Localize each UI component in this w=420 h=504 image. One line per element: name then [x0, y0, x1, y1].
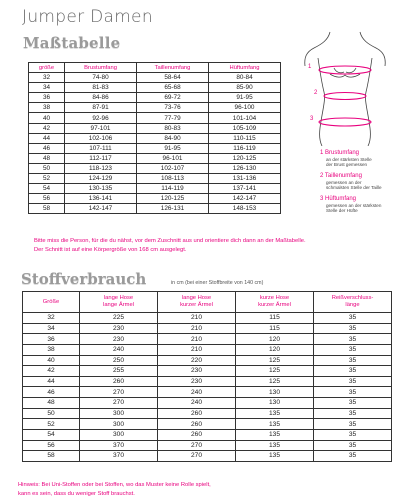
- table-cell: 35: [314, 451, 392, 462]
- table-row: [29, 93, 281, 103]
- table-row: [23, 376, 392, 387]
- table-cell: 108-113: [137, 174, 209, 184]
- size-table-note: [34, 237, 306, 254]
- legend-title: 1 Brustumfang: [320, 150, 360, 156]
- table-cell: 69-72: [137, 93, 209, 103]
- table-cell: 81-83: [65, 83, 137, 93]
- size-table: [28, 62, 281, 214]
- table-cell: 54: [29, 184, 65, 194]
- size-table-col-header: Brustumfang: [65, 63, 137, 73]
- table-cell: 230: [80, 323, 158, 334]
- table-cell: 118-123: [65, 163, 137, 173]
- size-table-col-header: Hüftumfang: [209, 63, 281, 73]
- size-table-header-row: [29, 63, 281, 73]
- table-cell: 73-76: [137, 103, 209, 113]
- table-row: [29, 153, 281, 163]
- table-row: [29, 204, 281, 214]
- table-cell: 38: [23, 344, 80, 355]
- table-cell: 35: [314, 323, 392, 334]
- table-cell: 40: [29, 113, 65, 123]
- table-cell: 270: [158, 440, 236, 451]
- table-cell: 84-90: [137, 133, 209, 143]
- table-cell: 270: [158, 451, 236, 462]
- legend-item-bust: [320, 150, 372, 167]
- table-cell: 112-117: [65, 153, 137, 163]
- table-cell: 120: [236, 344, 314, 355]
- size-table-col-header: Taillenumfang: [137, 63, 209, 73]
- table-row: [29, 73, 281, 83]
- table-cell: 116-119: [209, 143, 281, 153]
- table-cell: 126-130: [209, 163, 281, 173]
- table-cell: 42: [29, 123, 65, 133]
- table-cell: 80-84: [209, 73, 281, 83]
- table-row: [23, 429, 392, 440]
- fabric-note-line-2: kann es sein, dass du weniger Stoff brauchst.: [18, 491, 135, 497]
- table-cell: 32: [29, 73, 65, 83]
- table-row: [29, 184, 281, 194]
- fabric-note-line-1: Hinweis: Bei Uni-Stoffen oder bei Stoffen, wo das Muster keine Rolle spielt,: [18, 482, 211, 488]
- table-cell: 135: [236, 440, 314, 451]
- col-header-line: kurze Hose: [259, 295, 290, 301]
- table-cell: 225: [80, 313, 158, 324]
- table-cell: 230: [158, 376, 236, 387]
- table-cell: 50: [23, 408, 80, 419]
- table-cell: 115: [236, 323, 314, 334]
- table-cell: 35: [314, 313, 392, 324]
- table-row: [23, 355, 392, 366]
- table-row: [29, 83, 281, 93]
- table-cell: 97-101: [65, 123, 137, 133]
- table-cell: 114-119: [137, 184, 209, 194]
- table-cell: 300: [80, 419, 158, 430]
- marker-2: 2: [314, 90, 318, 96]
- fabric-table-col-header: [314, 292, 392, 313]
- table-cell: 105-109: [209, 123, 281, 133]
- table-row: [29, 194, 281, 204]
- table-cell: 300: [80, 408, 158, 419]
- table-cell: 40: [23, 355, 80, 366]
- fabric-table-note: [18, 481, 211, 499]
- table-cell: 210: [158, 344, 236, 355]
- table-cell: 270: [80, 387, 158, 398]
- col-header-line: kurzer Ärmel: [180, 302, 213, 308]
- table-cell: 210: [158, 334, 236, 345]
- table-row: [23, 398, 392, 409]
- legend-title: 3 Hüftumfang: [320, 196, 357, 202]
- col-header-line: lange Ärmel: [103, 302, 134, 308]
- table-cell: 42: [23, 366, 80, 377]
- col-header-line: länge: [345, 302, 360, 308]
- table-cell: 240: [158, 398, 236, 409]
- table-cell: 120: [236, 334, 314, 345]
- table-cell: 52: [23, 419, 80, 430]
- table-cell: 136-141: [65, 194, 137, 204]
- legend-desc: gemessen an der stärksten: [326, 203, 382, 208]
- legend-title: 2 Taillenumfang: [320, 173, 362, 179]
- table-cell: 260: [158, 408, 236, 419]
- table-cell: 32: [23, 313, 80, 324]
- table-cell: 58: [23, 451, 80, 462]
- table-cell: 107-111: [65, 143, 137, 153]
- table-cell: 142-147: [209, 194, 281, 204]
- table-cell: 260: [158, 419, 236, 430]
- table-row: [29, 163, 281, 173]
- fabric-table-subheading: in cm (bei einer Stoffbreite von 140 cm): [171, 280, 264, 286]
- table-cell: 52: [29, 174, 65, 184]
- marker-3: 3: [310, 116, 314, 122]
- table-cell: 48: [29, 153, 65, 163]
- table-cell: 84-86: [65, 93, 137, 103]
- table-cell: 48: [23, 398, 80, 409]
- table-row: [29, 143, 281, 153]
- table-cell: 35: [314, 408, 392, 419]
- fabric-table-header-row: [23, 292, 392, 313]
- table-cell: 255: [80, 366, 158, 377]
- table-cell: 58: [29, 204, 65, 214]
- table-cell: 58-64: [137, 73, 209, 83]
- legend-item-hip: [320, 196, 381, 213]
- table-cell: 35: [314, 366, 392, 377]
- col-header-line: Größe: [42, 298, 60, 305]
- table-cell: 135: [236, 408, 314, 419]
- table-cell: 35: [314, 429, 392, 440]
- table-cell: 220: [158, 355, 236, 366]
- table-cell: 210: [158, 323, 236, 334]
- table-cell: 210: [158, 313, 236, 324]
- table-cell: 35: [314, 440, 392, 451]
- table-cell: 36: [23, 334, 80, 345]
- col-header-line: lange Hose: [103, 295, 134, 301]
- table-cell: 35: [314, 376, 392, 387]
- table-row: [29, 103, 281, 113]
- table-cell: 102-107: [137, 163, 209, 173]
- table-cell: 35: [314, 398, 392, 409]
- table-row: [23, 408, 392, 419]
- table-cell: 35: [314, 355, 392, 366]
- table-cell: 96-100: [209, 103, 281, 113]
- table-cell: 126-131: [137, 204, 209, 214]
- size-table-heading: Maßtabelle: [23, 34, 121, 52]
- table-row: [23, 451, 392, 462]
- table-cell: 148-153: [209, 204, 281, 214]
- table-row: [29, 123, 281, 133]
- table-row: [23, 313, 392, 324]
- table-cell: 125: [236, 376, 314, 387]
- table-cell: 74-80: [65, 73, 137, 83]
- table-cell: 230: [158, 366, 236, 377]
- table-cell: 240: [158, 387, 236, 398]
- legend-item-waist: [320, 173, 382, 190]
- table-row: [23, 344, 392, 355]
- col-header-line: Reißverschluss-: [331, 295, 374, 301]
- fabric-table-heading: Stoffverbrauch: [21, 270, 147, 288]
- table-cell: 46: [23, 387, 80, 398]
- table-row: [29, 113, 281, 123]
- legend-desc: der Brust gemessen: [326, 162, 368, 168]
- marker-1: 1: [308, 64, 312, 70]
- table-cell: 91-95: [137, 143, 209, 153]
- table-cell: 96-101: [137, 153, 209, 163]
- fabric-table-col-header: [23, 292, 80, 313]
- table-cell: 370: [80, 440, 158, 451]
- table-cell: 56: [29, 194, 65, 204]
- size-note-line-2: Der Schnitt ist auf eine Körpergröße von 168 cm ausgelegt.: [34, 246, 187, 253]
- table-cell: 370: [80, 451, 158, 462]
- size-note-line-1: Bitte miss die Person, für die du nähst, vor dem Zuschnitt aus und orientiere dich dann an der Maßtabelle.: [34, 238, 306, 244]
- page-title: Jumper Damen: [22, 7, 153, 27]
- table-cell: 124-129: [65, 174, 137, 184]
- legend-desc: schmalsten Stelle der Taille: [326, 185, 382, 191]
- table-cell: 85-90: [209, 83, 281, 93]
- fabric-table-col-header: [236, 292, 314, 313]
- table-cell: 135: [236, 419, 314, 430]
- table-cell: 102-106: [65, 133, 137, 143]
- table-row: [29, 174, 281, 184]
- table-cell: 34: [29, 83, 65, 93]
- table-cell: 38: [29, 103, 65, 113]
- size-table-col-header: größe: [29, 63, 65, 73]
- legend-desc: an der stärksten Stelle: [326, 157, 372, 162]
- table-cell: 260: [80, 376, 158, 387]
- table-cell: 230: [80, 334, 158, 345]
- body-measurement-figure: [300, 28, 390, 146]
- table-cell: 130: [236, 387, 314, 398]
- table-cell: 131-136: [209, 174, 281, 184]
- table-cell: 46: [29, 143, 65, 153]
- table-cell: 77-79: [137, 113, 209, 123]
- table-cell: 92-96: [65, 113, 137, 123]
- fabric-table: [22, 291, 392, 462]
- table-cell: 130: [236, 398, 314, 409]
- table-cell: 300: [80, 429, 158, 440]
- table-row: [23, 366, 392, 377]
- table-cell: 35: [314, 344, 392, 355]
- col-header-line: kurzer Ärmel: [258, 302, 291, 308]
- table-cell: 35: [314, 334, 392, 345]
- table-cell: 50: [29, 163, 65, 173]
- table-cell: 91-95: [209, 93, 281, 103]
- table-cell: 130-135: [65, 184, 137, 194]
- table-cell: 137-141: [209, 184, 281, 194]
- table-cell: 54: [23, 429, 80, 440]
- table-cell: 35: [314, 419, 392, 430]
- table-cell: 120-125: [137, 194, 209, 204]
- table-cell: 260: [158, 429, 236, 440]
- table-row: [23, 334, 392, 345]
- table-cell: 34: [23, 323, 80, 334]
- table-row: [29, 133, 281, 143]
- table-cell: 115: [236, 313, 314, 324]
- table-row: [23, 323, 392, 334]
- table-cell: 87-91: [65, 103, 137, 113]
- legend-desc: Stelle der Hüfte: [326, 208, 358, 214]
- table-cell: 44: [23, 376, 80, 387]
- fabric-table-col-header: [80, 292, 158, 313]
- table-cell: 125: [236, 355, 314, 366]
- table-cell: 56: [23, 440, 80, 451]
- table-cell: 142-147: [65, 204, 137, 214]
- table-cell: 270: [80, 398, 158, 409]
- col-header-line: lange Hose: [181, 295, 212, 301]
- table-row: [23, 440, 392, 451]
- table-cell: 110-115: [209, 133, 281, 143]
- legend-desc: gemessen an der: [326, 180, 362, 185]
- table-cell: 36: [29, 93, 65, 103]
- table-cell: 65-68: [137, 83, 209, 93]
- table-row: [23, 387, 392, 398]
- table-cell: 135: [236, 429, 314, 440]
- table-cell: 240: [80, 344, 158, 355]
- table-cell: 80-83: [137, 123, 209, 133]
- table-cell: 250: [80, 355, 158, 366]
- fabric-table-col-header: [158, 292, 236, 313]
- table-cell: 35: [314, 387, 392, 398]
- table-cell: 101-104: [209, 113, 281, 123]
- table-cell: 125: [236, 366, 314, 377]
- table-cell: 135: [236, 451, 314, 462]
- table-row: [23, 419, 392, 430]
- table-cell: 44: [29, 133, 65, 143]
- table-cell: 120-125: [209, 153, 281, 163]
